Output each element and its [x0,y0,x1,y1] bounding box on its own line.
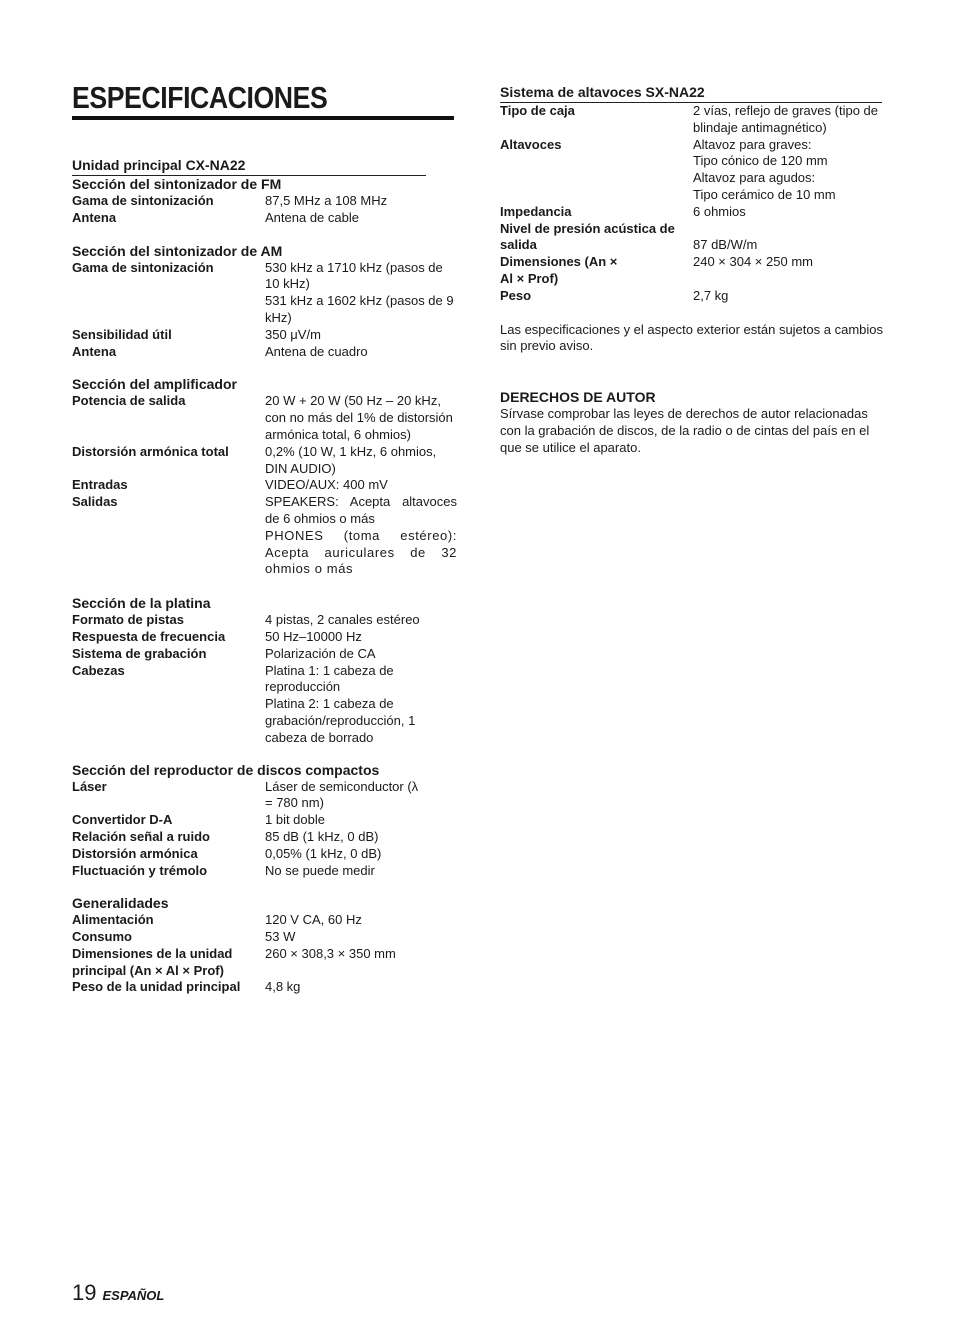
deck-spec-list [72,612,457,746]
page-title: ESPECIFICACIONES [72,80,328,115]
spec-row [72,829,457,846]
spec-value: 2 vías, reflejo de graves (tipo de blindaje antimagnético) [693,103,878,135]
left-column [72,157,457,996]
spec-value [693,137,883,204]
spec-value: VIDEO/AUX: 400 mV [265,477,388,493]
spec-label: Antena [72,209,117,225]
spl-value: 87 dB/W/m [693,237,758,253]
page-number: 19 [72,1280,97,1305]
spec-value: 50 Hz–10000 Hz [265,628,362,644]
spec-value: 240 × 304 × 250 mm [693,254,813,270]
spec-row [72,193,457,210]
spec-value: Antena de cuadro [265,343,368,359]
spec-row [72,494,457,578]
spec-value [265,260,457,327]
spec-value: 6 ohmios [693,203,746,219]
spec-value: 350 μV/m [265,326,321,342]
spec-value: 20 W + 20 W (50 Hz – 20 kHz, con no más del 1% de distorsión armónica total, 6 ohmios) [265,393,453,442]
copyright-heading: DERECHOS DE AUTOR [500,389,656,406]
spec-value: 53 W [265,929,296,945]
spec-value: Láser de semiconductor (λ = 780 nm) [265,778,419,811]
cd-spec-list [72,779,457,880]
general-section-heading: Generalidades [72,895,169,912]
spec-value: 0,2% (10 W, 1 kHz, 6 ohmios, DIN AUDIO) [265,443,437,476]
spec-label: Gama de sintonización [72,259,214,275]
am-section-heading: Sección del sintonizador de AM [72,242,283,259]
spec-label: Dimensiones de la unidad principal (An × Al × Prof) [72,945,233,978]
tweeter-type: Tipo cerámico de 10 mm [693,186,836,202]
spec-row [72,946,457,980]
specs-change-note: Las especificaciones y el aspecto exterior están sujetos a cambios sin previo aviso. [500,321,883,354]
tweeter-label: Altavoz para agudos: [693,170,816,186]
spec-row [72,393,457,443]
spec-row [72,846,457,863]
spec-value: Polarización de CA [265,645,376,661]
main-unit-heading: Unidad principal CX-NA22 [72,157,426,176]
speaker-system-heading: Sistema de altavoces SX-NA22 [500,84,882,103]
spec-label: Sistema de grabación [72,645,207,661]
spec-row [72,344,457,361]
right-column [500,84,883,457]
spec-value: Antena de cable [265,209,359,225]
spec-row [72,477,457,494]
spec-row [72,612,457,629]
spec-label: Fluctuación y trémolo [72,862,208,878]
spec-label: Consumo [72,929,132,945]
spec-label: Antena [72,343,117,359]
spec-label: Gama de sintonización [72,193,214,208]
speakers-output: SPEAKERS: Acepta altavoces de 6 ohmios o más [265,494,457,526]
spec-value [265,494,457,578]
spec-label: Potencia de salida [72,393,186,409]
spec-label: Convertidor D-A [72,812,173,828]
spec-value: No se puede medir [265,862,375,878]
spec-label: Alimentación [72,912,154,928]
spec-label: Distorsión armónica total [72,443,229,459]
spec-value: 1 bit doble [265,812,325,828]
general-spec-list [72,912,457,996]
spec-label: Impedancia [500,203,572,219]
spec-label: Peso de la unidad principal [72,979,241,995]
spec-label: Sensibilidad útil [72,326,172,342]
spec-label: Tipo de caja [500,103,575,118]
amplifier-spec-list [72,393,457,578]
spec-row [72,912,457,929]
spec-row [72,779,457,813]
woofer-label: Altavoz para graves: [693,136,812,152]
spec-value: 4 pistas, 2 canales estéreo [265,612,420,628]
spec-value [265,663,425,747]
spec-label: Peso [500,287,532,303]
woofer-type: Tipo cónico de 120 mm [693,153,828,169]
spec-label: Cabezas [72,662,125,678]
spec-row [72,929,457,946]
spec-value [693,221,883,255]
spec-label: Nivel de presión acústica de salida [500,220,675,253]
spec-value: 85 dB (1 kHz, 0 dB) [265,828,379,844]
spec-label: Entradas [72,477,128,493]
title-rule [72,116,454,120]
spec-row [500,288,883,305]
spec-row [72,260,457,327]
fm-spec-list [72,193,457,227]
am-range-9khz: 531 kHz a 1602 kHz (pasos de 9 kHz) [265,293,454,325]
spec-label: Respuesta de frecuencia [72,628,226,644]
spec-row [500,137,883,204]
copyright-text: Sírvase comprobar las leyes de derechos de autor relacionadas con la grabación de discos, de la radio o de cintas del país en el que se utilice el aparato. [500,406,870,455]
spec-row [72,629,457,646]
spec-row [72,444,457,478]
spec-row [500,103,883,137]
spec-label: Salidas [72,494,118,510]
spec-label: Formato de pistas [72,612,184,628]
spec-label: Distorsión armónica [72,845,198,861]
deck2-heads: Platina 2: 1 cabeza de grabación/reproducción, 1 cabeza de borrado [265,696,416,745]
phones-output: PHONES (toma estéreo): Acepta auriculares de 32 ohmios o más [265,527,457,577]
spec-row [72,210,457,227]
spec-label: Altavoces [500,136,562,152]
spec-row [500,221,883,255]
spec-value: 4,8 kg [265,979,301,995]
speaker-spec-list [500,103,883,305]
spec-value: 87,5 MHz a 108 MHz [265,193,388,208]
spec-value: 2,7 kg [693,287,729,303]
spec-label: Relación señal a ruido [72,828,210,844]
deck1-heads: Platina 1: 1 cabeza de reproducción [265,662,394,695]
spec-row [500,204,883,221]
spec-label: Láser [72,778,107,794]
spec-row [72,863,457,880]
spec-value: 260 × 308,3 × 350 mm [265,945,396,961]
spec-row [72,327,457,344]
am-spec-list [72,260,457,361]
spec-value: 120 V CA, 60 Hz [265,912,362,928]
deck-section-heading: Sección de la platina [72,595,211,612]
language-label: ESPAÑOL [102,1288,165,1303]
cd-section-heading: Sección del reproductor de discos compactos [72,761,380,778]
spec-value: 0,05% (1 kHz, 0 dB) [265,845,382,861]
spec-row [500,254,883,288]
spec-row [72,663,457,747]
spec-row [72,812,457,829]
spec-row [72,646,457,663]
spec-row [72,979,457,996]
page-footer [72,1280,164,1306]
fm-section-heading: Sección del sintonizador de FM [72,176,282,192]
spec-label: Dimensiones (An × Al × Prof) [500,254,618,286]
am-range-10khz: 530 kHz a 1710 kHz (pasos de 10 kHz) [265,259,443,292]
amplifier-section-heading: Sección del amplificador [72,376,237,393]
